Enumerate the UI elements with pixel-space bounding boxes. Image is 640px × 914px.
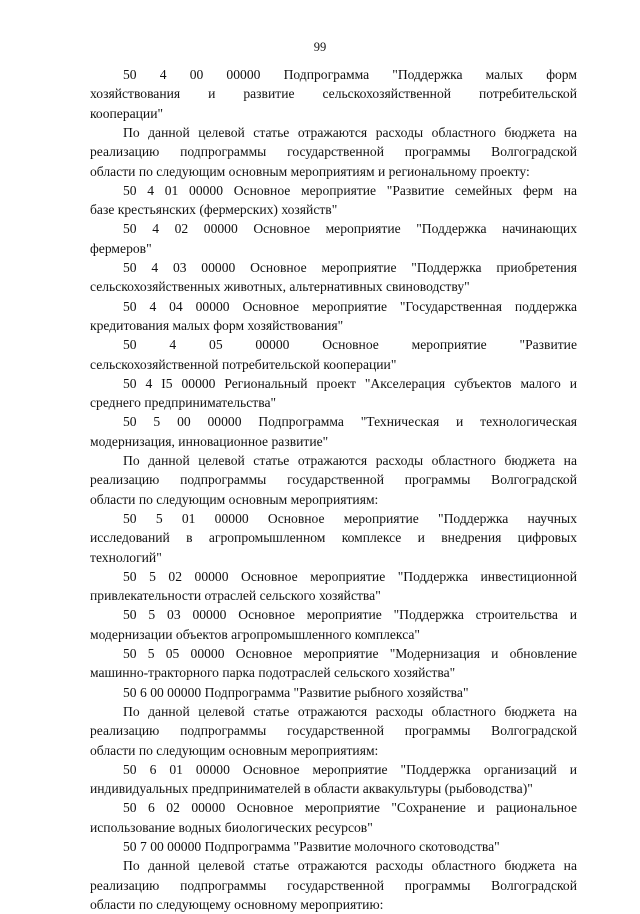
text-line: 50 5 05 00000 Основное мероприятие "Модернизация и обновление (123, 646, 577, 661)
text-line: 50 4 03 00000 Основное мероприятие "Поддержка приобретения (123, 260, 577, 275)
text-line: технологий" (90, 549, 162, 565)
text-line: 50 4 00 00000 Подпрограмма "Поддержка малых форм (123, 67, 577, 82)
text-line: области по следующим основным мероприятиям: (90, 742, 379, 758)
text-line: индивидуальных предпринимателей в области аквакультуры (рыбоводства)" (90, 781, 533, 797)
text-line: реализацию подпрограммы государственной программы Волгоградской (90, 723, 577, 739)
text-line: базе крестьянских (фермерских) хозяйств" (90, 202, 338, 218)
text-line: реализацию подпрограммы государственной программы Волгоградской (90, 877, 577, 893)
text-line: 50 4 01 00000 Основное мероприятие "Развитие семейных ферм на (123, 182, 577, 198)
text-line: реализацию подпрограммы государственной программы Волгоградской (90, 144, 577, 160)
text-line: хозяйствования и развитие сельскохозяйственной потребительской (90, 86, 577, 102)
text-line: машинно-тракторного парка подотраслей сельского хозяйства" (90, 665, 456, 681)
text-line: сельскохозяйственной потребительской кооперации" (90, 356, 397, 372)
text-line: 50 6 01 00000 Основное мероприятие "Поддержка организаций и (123, 761, 577, 777)
text-line: 50 4 02 00000 Основное мероприятие "Поддержка начинающих (123, 221, 577, 237)
text-line: модернизации объектов агропромышленного комплекса" (90, 626, 420, 642)
text-line: области по следующим основным мероприятиям: (90, 491, 379, 507)
text-line: 50 5 01 00000 Основное мероприятие "Поддержка научных (123, 510, 577, 526)
text-line: 50 6 00 00000 Подпрограмма "Развитие рыбного хозяйства" (123, 684, 469, 700)
text-line: исследований в агропромышленном комплексе и внедрения цифровых (90, 530, 577, 546)
text-line: фермеров" (90, 240, 152, 256)
text-line: сельскохозяйственных животных, альтернативных свиноводству" (90, 279, 470, 295)
text-line: По данной целевой статье отражаются расходы областного бюджета на (123, 124, 577, 140)
text-line: среднего предпринимательства" (90, 395, 277, 411)
text-line: 50 7 00 00000 Подпрограмма "Развитие молочного скотоводства" (123, 839, 500, 854)
text-line: 50 5 02 00000 Основное мероприятие "Поддержка инвестиционной (123, 568, 577, 584)
text-line: кредитования малых форм хозяйствования" (90, 317, 344, 333)
text-line: 50 4 04 00000 Основное мероприятие "Государственная поддержка (123, 298, 577, 314)
text-line: области по следующим основным мероприятиям и региональному проекту: (90, 163, 530, 179)
text-line: 50 4 I5 00000 Региональный проект "Акселерация субъектов малого и (123, 375, 577, 391)
page-number: 99 (313, 40, 327, 54)
text-line: кооперации" (90, 105, 164, 121)
text-line: По данной целевой статье отражаются расходы областного бюджета на (123, 858, 577, 874)
text-line: привлекательности отраслей сельского хозяйства" (90, 588, 381, 604)
text-line: По данной целевой статье отражаются расходы областного бюджета на (123, 703, 577, 719)
text-line: области по следующему основному мероприятию: (90, 896, 384, 912)
text-line: 50 5 00 00000 Подпрограмма "Техническая и технологическая (123, 414, 577, 430)
text-line: реализацию подпрограммы государственной программы Волгоградской (90, 472, 577, 488)
text-line: По данной целевой статье отражаются расходы областного бюджета на (123, 453, 577, 468)
text-line: 50 6 02 00000 Основное мероприятие "Сохранение и рациональное (123, 800, 577, 816)
text-line: модернизация, инновационное развитие" (90, 433, 329, 449)
text-line: использование водных биологических ресурсов" (90, 819, 373, 835)
text-line: 50 5 03 00000 Основное мероприятие "Поддержка строительства и (123, 607, 577, 623)
text-line: 50 4 05 00000 Основное мероприятие "Развитие (123, 337, 577, 353)
